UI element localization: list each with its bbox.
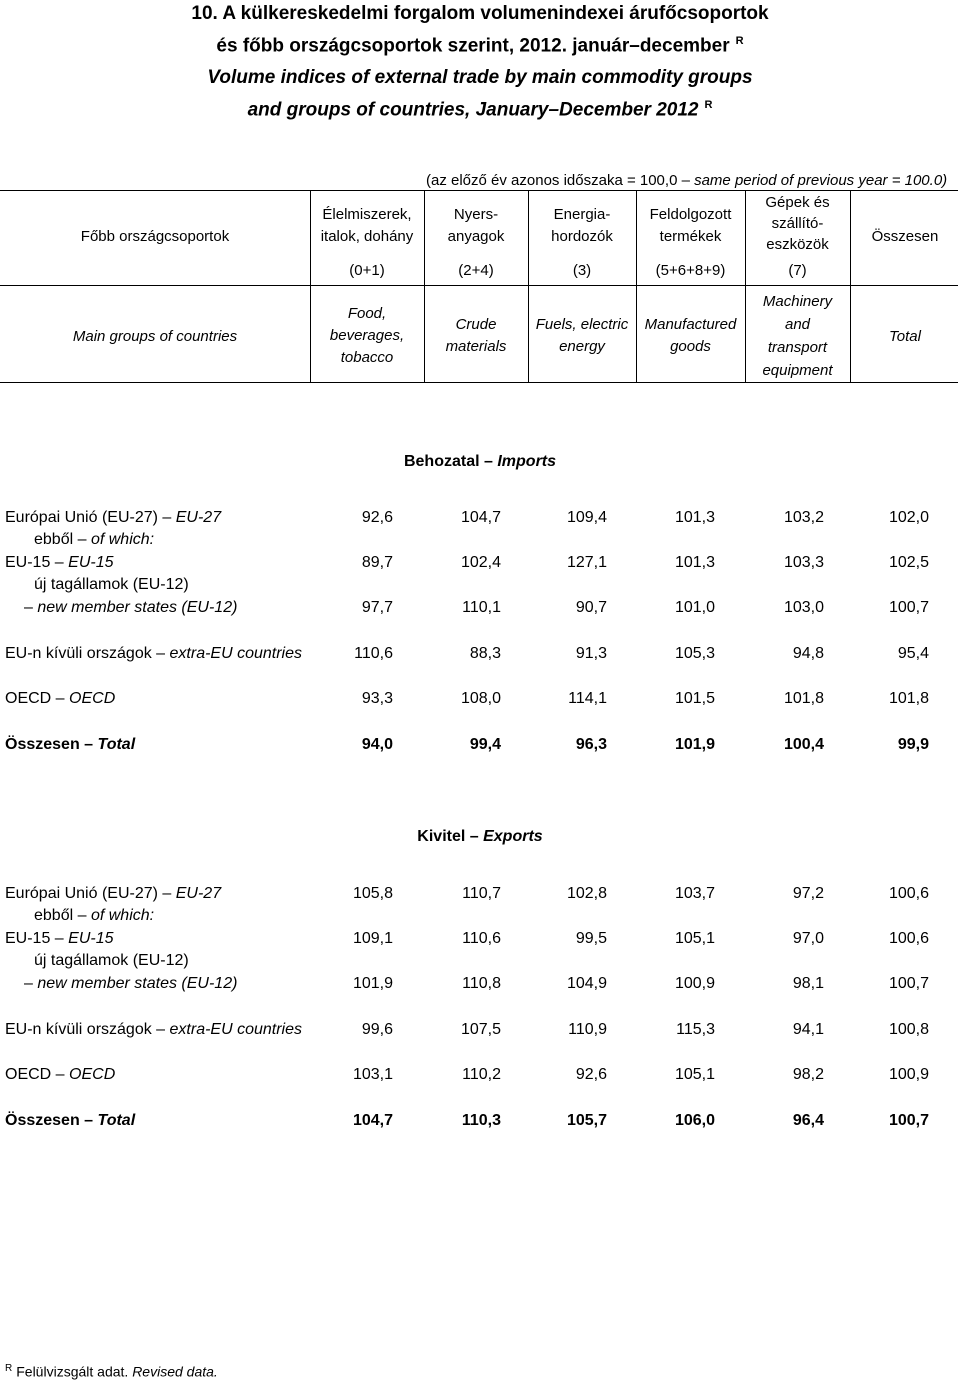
row-label (5, 885, 221, 903)
table-cell: 110,3 (461, 1112, 501, 1129)
exports-title-en: Exports (483, 828, 543, 845)
table-cell: 99,4 (469, 736, 501, 753)
col-header-text: goods (670, 338, 711, 355)
table-cell: 110,8 (462, 975, 501, 992)
table-cell: 101,3 (674, 554, 715, 571)
col-fuels-header-hu (528, 204, 636, 248)
table-cell: 114,1 (568, 690, 607, 707)
table-cell: 127,1 (566, 554, 607, 571)
col-total-header-hu: Összesen (871, 228, 939, 245)
header-mid-rule (0, 285, 958, 286)
col-fuels-header-en (528, 314, 636, 358)
col-machinery-code: (7) (788, 262, 807, 279)
table-cell: 103,1 (352, 1066, 393, 1083)
col-header-text: eszközök (766, 236, 829, 253)
table-cell: 109,4 (566, 509, 607, 526)
header-top-rule (0, 190, 958, 191)
title-line-2-text: és főbb országcsoportok szerint, 2012. január–december (216, 35, 730, 57)
exports-section-title (0, 828, 960, 846)
row-label-en: OECD (69, 690, 116, 707)
col-header-text: anyagok (447, 228, 505, 245)
row-label-hu: OECD – (5, 1066, 65, 1083)
footnote-en: Revised data. (132, 1363, 218, 1380)
row-label-en: EU-27 (175, 885, 222, 902)
table-cell: 106,0 (674, 1112, 715, 1129)
table-cell: 93,3 (361, 690, 393, 707)
footnote-mark: R (5, 1363, 13, 1374)
table-cell: 115,3 (676, 1021, 715, 1038)
col-header-text: and (784, 316, 811, 333)
row-header-en: Main groups of countries (72, 328, 238, 345)
table-cell: 100,6 (888, 885, 929, 902)
row-label-hu: EU-15 – (5, 554, 64, 571)
table-cell: 103,2 (783, 509, 824, 526)
table-cell: 110,2 (462, 1066, 501, 1083)
row-label (5, 1066, 115, 1084)
row-label (34, 907, 154, 925)
table-cell: 100,7 (888, 599, 929, 616)
row-label-hu: – (24, 599, 33, 616)
table-cell: 101,8 (783, 690, 824, 707)
table-cell: 110,6 (354, 645, 393, 662)
footnote (5, 1363, 218, 1380)
table-cell: 104,7 (352, 1112, 393, 1129)
row-label-hu: új tagállamok (EU-12) (34, 576, 189, 593)
table-cell: 101,9 (352, 975, 393, 992)
col-header-text: Machinery (762, 293, 833, 310)
table-cell: 108,0 (460, 690, 501, 707)
col-machinery-header-en (745, 290, 850, 382)
col-header-text: hordozók (551, 228, 613, 245)
col-food-header-hu (310, 204, 424, 248)
table-cell: 91,3 (575, 645, 607, 662)
row-label-en: extra-EU countries (169, 1021, 303, 1038)
col-header-text: energy (559, 338, 605, 355)
table-cell: 105,1 (674, 930, 715, 947)
revised-mark: R (704, 99, 713, 111)
row-label (5, 645, 302, 663)
table-cell: 97,0 (792, 930, 824, 947)
table-cell: 100,7 (888, 1112, 929, 1129)
table-cell: 101,9 (674, 736, 715, 753)
row-label-hu: OECD – (5, 690, 65, 707)
col-manufactured-header-en (636, 314, 745, 358)
row-label-hu: – (24, 975, 33, 992)
row-label-hu: EU-n kívüli országok – (5, 645, 166, 662)
table-cell: 104,9 (566, 975, 607, 992)
row-label-en: extra-EU countries (169, 645, 303, 662)
table-cell: 99,5 (575, 930, 607, 947)
table-cell: 110,7 (462, 885, 501, 902)
table-cell: 97,7 (361, 599, 393, 616)
table-cell: 101,0 (674, 599, 715, 616)
table-cell: 100,4 (783, 736, 824, 753)
table-cell: 98,1 (792, 975, 824, 992)
col-header-text: Élelmiszerek, (322, 206, 412, 223)
table-cell: 99,6 (361, 1021, 393, 1038)
row-label-en: Total (97, 736, 136, 753)
table-cell: 102,8 (566, 885, 607, 902)
col-header-text: materials (445, 338, 507, 355)
row-label (5, 554, 114, 572)
col-fuels-code: (3) (572, 262, 592, 279)
column-divider (850, 190, 851, 383)
row-label-hu: Európai Unió (EU-27) – (5, 509, 172, 526)
table-cell: 103,7 (674, 885, 715, 902)
col-header-text: Energia- (553, 206, 611, 223)
row-label (5, 930, 114, 948)
table-cell: 100,9 (674, 975, 715, 992)
col-header-text: equipment (762, 362, 833, 379)
table-cell: 105,1 (674, 1066, 715, 1083)
title-line-4 (0, 99, 960, 121)
base-note (426, 172, 947, 189)
footnote-hu: Felülvizsgált adat. (16, 1363, 129, 1380)
table-cell: 105,3 (674, 645, 715, 662)
col-header-text: beverages, (329, 327, 405, 344)
row-label-en: of which: (90, 907, 155, 924)
row-label (5, 1112, 135, 1130)
table-cell: 94,0 (361, 736, 393, 753)
title-line-1: 10. A külkereskedelmi forgalom volumenindexei árufőcsoportok (191, 3, 769, 24)
table-cell: 100,8 (888, 1021, 929, 1038)
col-machinery-header-hu (745, 192, 850, 255)
col-header-text: Food, (347, 305, 387, 322)
col-header-text: termékek (659, 228, 722, 245)
imports-section-title (0, 453, 960, 471)
col-food-header-en (310, 303, 424, 369)
col-crude-header-en (424, 314, 528, 358)
table-cell: 110,6 (462, 930, 501, 947)
imports-title-en: Imports (497, 453, 557, 470)
col-header-text: transport (767, 339, 828, 356)
col-manufactured-code: (5+6+8+9) (655, 262, 726, 279)
table-cell: 89,7 (361, 554, 393, 571)
table-cell: 105,7 (566, 1112, 607, 1129)
table-cell: 99,9 (897, 736, 929, 753)
table-cell: 102,0 (888, 509, 929, 526)
col-header-text: Crude (455, 316, 497, 333)
row-label (34, 531, 154, 549)
row-label-en: OECD (69, 1066, 116, 1083)
table-cell: 88,3 (469, 645, 501, 662)
row-label-hu: EU-15 – (5, 930, 64, 947)
row-header-hu: Főbb országcsoportok (80, 228, 230, 245)
row-label (5, 690, 115, 708)
col-header-text: italok, dohány (320, 228, 414, 245)
exports-title-hu: Kivitel – (417, 828, 479, 845)
table-cell: 109,1 (352, 930, 393, 947)
row-label (34, 952, 189, 970)
table-cell: 102,5 (888, 554, 929, 571)
row-label-en: new member states (EU-12) (37, 975, 238, 992)
table-cell: 101,8 (888, 690, 929, 707)
table-cell: 96,4 (792, 1112, 824, 1129)
table-cell: 105,8 (352, 885, 393, 902)
table-cell: 103,3 (783, 554, 824, 571)
table-cell: 101,5 (674, 690, 715, 707)
table-cell: 97,2 (792, 885, 824, 902)
table-cell: 92,6 (575, 1066, 607, 1083)
row-label-hu: Összesen – (5, 1112, 94, 1129)
table-cell: 94,8 (792, 645, 824, 662)
imports-title-hu: Behozatal – (403, 453, 493, 470)
table-cell: 110,1 (462, 599, 501, 616)
table-cell: 98,2 (792, 1066, 824, 1083)
col-total-header-en: Total (889, 328, 921, 345)
row-label-en: EU-27 (175, 509, 222, 526)
row-label-en: new member states (EU-12) (37, 599, 238, 616)
table-cell: 102,4 (460, 554, 501, 571)
row-label-hu: új tagállamok (EU-12) (34, 952, 189, 969)
row-label (24, 599, 237, 617)
title-line-3: Volume indices of external trade by main commodity groups (207, 67, 753, 88)
row-label (5, 509, 221, 527)
table-cell: 95,4 (897, 645, 929, 662)
row-label-hu: EU-n kívüli országok – (5, 1021, 166, 1038)
row-label-hu: Összesen – (5, 736, 94, 753)
revised-mark: R (735, 35, 744, 47)
table-cell: 107,5 (460, 1021, 501, 1038)
col-header-text: Manufactured (644, 316, 737, 333)
title-line-4-text: and groups of countries, January–December 2012 (247, 99, 699, 121)
row-label (34, 576, 189, 594)
table-cell: 100,9 (888, 1066, 929, 1083)
base-note-hu: (az előző év azonos időszaka = 100,0 – (426, 172, 690, 189)
table-cell: 96,3 (575, 736, 607, 753)
header-bottom-rule (0, 382, 958, 383)
title-line-2 (0, 35, 960, 57)
row-label-hu: ebből – (34, 907, 87, 924)
table-cell: 103,0 (783, 599, 824, 616)
table-cell: 100,7 (888, 975, 929, 992)
row-label-en: of which: (90, 531, 155, 548)
row-label-en: EU-15 (68, 554, 114, 571)
col-header-text: Feldolgozott (649, 206, 732, 223)
col-crude-code: (2+4) (458, 262, 494, 279)
col-header-text: tobacco (340, 349, 394, 366)
table-cell: 100,6 (888, 930, 929, 947)
base-note-en: same period of previous year = 100.0) (694, 172, 948, 189)
col-header-text: szállító- (771, 215, 824, 232)
row-label-en: Total (97, 1112, 136, 1129)
row-label-hu: ebből – (34, 531, 87, 548)
row-label (24, 975, 237, 993)
table-cell: 94,1 (792, 1021, 824, 1038)
col-header-text: Nyers- (453, 206, 499, 223)
col-food-code: (0+1) (349, 262, 385, 279)
table-cell: 104,7 (460, 509, 501, 526)
table-cell: 92,6 (361, 509, 393, 526)
col-header-text: Fuels, electric (535, 316, 629, 333)
col-manufactured-header-hu (636, 204, 745, 248)
row-label (5, 736, 135, 754)
table-cell: 101,3 (674, 509, 715, 526)
row-label (5, 1021, 302, 1039)
table-cell: 90,7 (575, 599, 607, 616)
col-header-text: Gépek és (765, 194, 830, 211)
col-crude-header-hu (424, 204, 528, 248)
row-label-hu: Európai Unió (EU-27) – (5, 885, 172, 902)
row-label-en: EU-15 (68, 930, 114, 947)
table-cell: 110,9 (568, 1021, 607, 1038)
